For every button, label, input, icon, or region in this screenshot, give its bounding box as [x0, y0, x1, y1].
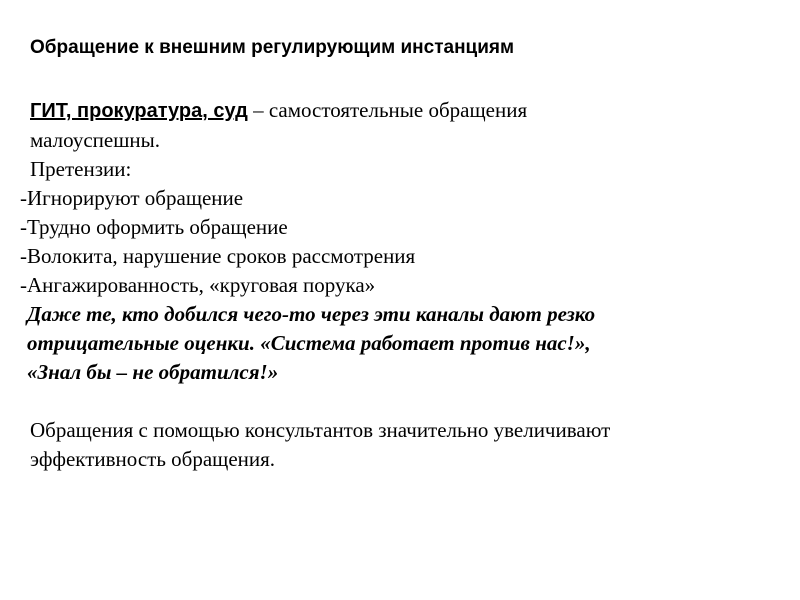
emphasis-line: «Знал бы – не обратился!» [27, 360, 279, 384]
lead-paragraph [20, 96, 790, 155]
emphasis-line: отрицательные оценки. «Система работает против нас!», [27, 331, 591, 355]
blank-line [20, 387, 790, 416]
lead-rest-line2: малоуспешны. [30, 128, 160, 152]
lead-bold-text: ГИТ, прокуратура, суд [30, 100, 248, 122]
claims-label: Претензии: [30, 157, 132, 181]
claims-list [20, 184, 790, 300]
emphasis-line: Даже те, кто добился чего-то через эти каналы дают резко [27, 302, 596, 326]
claim-item: -Ангажированность, «круговая порука» [20, 273, 376, 297]
closing-line: Обращения с помощью консультантов значительно увеличивают [30, 418, 611, 442]
closing-paragraph [20, 416, 790, 474]
emphasis-paragraph [20, 300, 790, 387]
claim-item: -Игнорируют обращение [20, 186, 244, 210]
closing-line: эффективность обращения. [30, 447, 276, 471]
claim-item: -Волокита, нарушение сроков рассмотрения [20, 244, 416, 268]
slide-body [20, 96, 790, 474]
lead-rest-line1: – самостоятельные обращения [247, 98, 528, 122]
slide-title: Обращение к внешним регулирующим инстанциям [30, 37, 515, 58]
claim-item: -Трудно оформить обращение [20, 215, 288, 239]
